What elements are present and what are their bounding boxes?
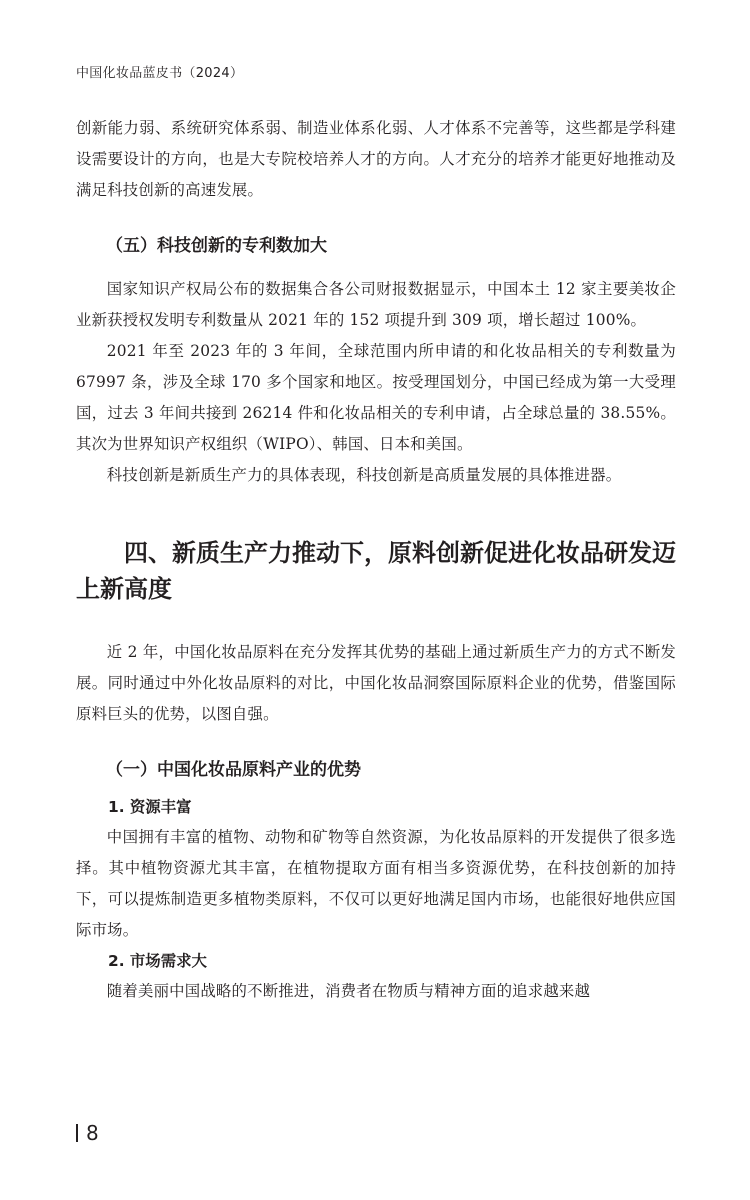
page-footer [76,1121,99,1145]
paragraph-market-demand: 随着美丽中国战略的不断推进，消费者在物质与精神方面的追求越来越 [106,982,591,1000]
chapter-heading-4: 四、新质生产力推动下，原料创新促进化妆品研发迈上新高度 [76,539,676,603]
paragraph-patent-global: 2021 年至 2023 年的 3 年间，全球范围内所申请的和化妆品相关的专利数量为 67997 条，涉及全球 170 多个国家和地区。按受理国划分，中国已经成为第一大受理国，过去 3 年间共接到 26214 件和化妆品相关的专利申请，占全球总量的 38.55%。其次为世界知识产权组织（WIPO）、韩国、日本和美国。 [76,342,676,453]
spacer [76,260,676,274]
page-body [76,113,676,1007]
spacer [76,206,676,232]
spacer [76,730,676,756]
spacer [76,784,676,792]
page-number: 8 [86,1121,99,1145]
spacer [76,607,676,637]
page-number-bar [76,1124,78,1142]
paragraph-intro: 创新能力弱、系统研究体系弱、制造业体系化弱、人才体系不完善等，这些都是学科建设需要设计的方向，也是大专院校培养人才的方向。人才充分的培养才能更好地推动及满足科技创新的高速发展。 [76,119,676,199]
paragraph-patent-growth: 国家知识产权局公布的数据集合各公司财报数据显示，中国本土 12 家主要美妆企业新获授权发明专利数量从 2021 年的 152 项提升到 309 项，增长超过 100%。 [76,280,676,329]
spacer [76,491,676,535]
running-header: 中国化妆品蓝皮书（2024） [76,66,244,81]
item-heading-resources: 1. 资源丰富 [108,798,192,816]
section-heading-5: （五）科技创新的专利数加大 [106,236,327,256]
paragraph-resources: 中国拥有丰富的植物、动物和矿物等自然资源，为化妆品原料的开发提供了很多选择。其中植物资源尤其丰富，在植物提取方面有相当多资源优势，在科技创新的加持下，可以提炼制造更多植物类原料，不仅可以更好地满足国内市场，也能很好地供应国际市场。 [76,828,676,939]
subsection-heading-1: （一）中国化妆品原料产业的优势 [106,760,361,780]
paragraph-tech-innovation: 科技创新是新质生产力的具体表现，科技创新是高质量发展的具体推进器。 [106,466,622,484]
item-heading-market-demand: 2. 市场需求大 [108,952,207,970]
paragraph-materials-intro: 近 2 年，中国化妆品原料在充分发挥其优势的基础上通过新质生产力的方式不断发展。同时通过中外化妆品原料的对比，中国化妆品洞察国际原料企业的优势，借鉴国际原料巨头的优势，以图自强。 [76,643,676,723]
